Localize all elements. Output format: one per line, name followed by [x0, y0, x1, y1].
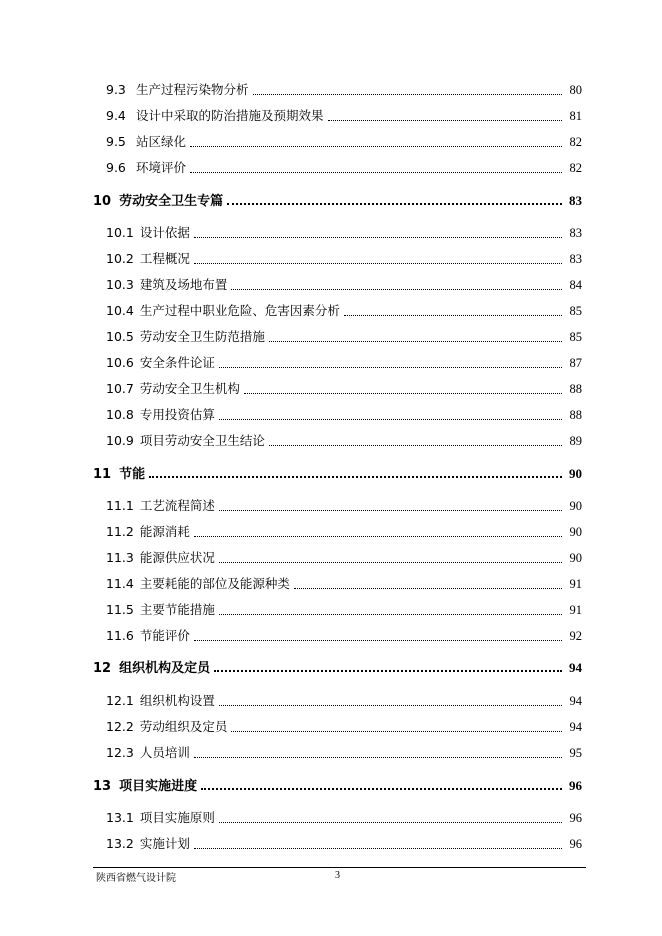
toc-entry-10-7[interactable]: [106, 379, 582, 397]
entry-page: 81: [569, 109, 582, 123]
toc-entry-13-2[interactable]: [106, 834, 582, 852]
toc-section-10[interactable]: [93, 190, 582, 209]
entry-number: 10.8: [106, 407, 134, 422]
dot-leader: [269, 444, 562, 446]
dot-leader: [214, 669, 562, 672]
entry-number: 11.1: [106, 498, 134, 513]
toc-section-12[interactable]: [93, 657, 582, 676]
toc-entry-11-6[interactable]: [106, 626, 582, 644]
entry-title: 主要节能措施: [139, 602, 215, 617]
entry-title: 项目实施原则: [139, 810, 215, 825]
entry-title: 专用投资估算: [139, 407, 215, 422]
entry-number: 11.2: [106, 524, 134, 539]
dot-leader: [328, 119, 562, 121]
dot-leader: [194, 639, 562, 641]
dot-leader: [344, 314, 562, 316]
entry-title: 实施计划: [139, 836, 190, 851]
dot-leader: [219, 704, 562, 706]
entry-title: 工程概况: [139, 251, 190, 266]
entry-page: 90: [569, 551, 582, 565]
entry-page: 89: [569, 434, 582, 448]
entry-page: 83: [569, 252, 582, 266]
toc-entry-9-4[interactable]: [106, 106, 582, 124]
toc-entry-10-3[interactable]: [106, 275, 582, 293]
dot-leader: [194, 262, 562, 264]
dot-leader: [190, 171, 562, 173]
dot-leader: [201, 787, 562, 790]
toc-entry-11-3[interactable]: [106, 548, 582, 566]
toc-entry-9-5[interactable]: [106, 132, 582, 150]
entry-title: 组织机构设置: [139, 693, 215, 708]
section-number: 10: [93, 194, 112, 209]
entry-title: 项目劳动安全卫生结论: [139, 433, 265, 448]
entry-title: 劳动安全卫生机构: [139, 381, 240, 396]
entry-page: 83: [569, 226, 582, 240]
toc-entry-13-1[interactable]: [106, 808, 582, 826]
dot-leader: [190, 145, 562, 147]
entry-page: 82: [569, 135, 582, 149]
entry-title: 生产过程中职业危险、危害因素分析: [139, 303, 340, 318]
toc-section-13[interactable]: [93, 775, 582, 794]
dot-leader: [294, 587, 562, 589]
entry-page: 95: [569, 746, 582, 760]
entry-number: 12.2: [106, 719, 134, 734]
entry-page: 88: [569, 382, 582, 396]
dot-leader: [194, 535, 562, 537]
entry-page: 85: [569, 330, 582, 344]
entry-title: 劳动安全卫生防范措施: [139, 329, 265, 344]
dot-leader: [194, 236, 562, 238]
dot-leader: [219, 418, 562, 420]
entry-page: 82: [569, 161, 582, 175]
entry-title: 建筑及场地布置: [139, 277, 228, 292]
section-page: 96: [569, 778, 582, 793]
entry-title: 生产过程污染物分析: [136, 82, 249, 97]
footer-organization: 陕西省燃气设计院: [96, 873, 176, 884]
entry-page: 85: [569, 304, 582, 318]
entry-page: 87: [569, 356, 582, 370]
toc-entry-12-2[interactable]: [106, 717, 582, 735]
entry-title: 站区绿化: [136, 134, 187, 149]
section-page: 90: [569, 466, 582, 481]
toc-entry-10-1[interactable]: [106, 223, 582, 241]
entry-number: 10.2: [106, 251, 134, 266]
entry-number: 9.4: [106, 108, 126, 123]
toc-entry-10-9[interactable]: [106, 431, 582, 449]
dot-leader: [269, 340, 562, 342]
entry-title: 能源消耗: [139, 524, 190, 539]
toc-entry-9-3[interactable]: [106, 80, 582, 98]
section-title: 项目实施进度: [119, 779, 198, 794]
entry-page: 94: [569, 694, 582, 708]
entry-page: 90: [569, 525, 582, 539]
toc-entry-10-8[interactable]: [106, 405, 582, 423]
footer-page-number: 3: [335, 870, 340, 881]
entry-page: 88: [569, 408, 582, 422]
section-number: 13: [93, 779, 112, 794]
entry-title: 设计中采取的防治措施及预期效果: [136, 108, 324, 123]
section-title: 组织机构及定员: [119, 661, 211, 676]
dot-leader: [253, 93, 562, 95]
entry-number: 10.3: [106, 277, 134, 292]
entry-number: 10.9: [106, 433, 134, 448]
dot-leader: [231, 288, 562, 290]
dot-leader: [194, 756, 562, 758]
entry-title: 劳动组织及定员: [139, 719, 228, 734]
entry-number: 11.5: [106, 602, 134, 617]
dot-leader: [231, 730, 562, 732]
entry-page: 90: [569, 499, 582, 513]
dot-leader: [219, 821, 562, 823]
entry-page: 92: [569, 629, 582, 643]
entry-page: 91: [569, 603, 582, 617]
entry-number: 9.6: [106, 160, 126, 175]
toc-entry-10-5[interactable]: [106, 327, 582, 345]
entry-number: 13.1: [106, 810, 134, 825]
section-number: 12: [93, 661, 112, 676]
toc-entry-11-5[interactable]: [106, 600, 582, 618]
entry-number: 12.1: [106, 693, 134, 708]
entry-number: 10.1: [106, 225, 134, 240]
entry-number: 10.6: [106, 355, 134, 370]
toc-entry-10-6[interactable]: [106, 353, 582, 371]
toc-entry-10-2[interactable]: [106, 249, 582, 267]
entry-title: 环境评价: [136, 160, 187, 175]
entry-number: 11.6: [106, 628, 134, 643]
section-title: 劳动安全卫生专篇: [119, 194, 224, 209]
entry-number: 11.4: [106, 576, 134, 591]
entry-number: 10.4: [106, 303, 134, 318]
toc-entry-10-4[interactable]: [106, 301, 582, 319]
dot-leader: [227, 202, 562, 205]
dot-leader: [219, 613, 562, 615]
dot-leader: [194, 847, 562, 849]
entry-number: 12.3: [106, 745, 134, 760]
entry-title: 节能评价: [139, 628, 190, 643]
entry-title: 设计依据: [139, 225, 190, 240]
entry-title: 能源供应状况: [139, 550, 215, 565]
footer-divider: [93, 867, 586, 868]
section-page: 94: [569, 660, 582, 675]
dot-leader: [219, 509, 562, 511]
dot-leader: [219, 561, 562, 563]
toc-entry-12-1[interactable]: [106, 691, 582, 709]
section-number: 11: [93, 467, 112, 482]
entry-number: 10.5: [106, 329, 134, 344]
entry-page: 96: [569, 837, 582, 851]
entry-title: 人员培训: [139, 745, 190, 760]
entry-number: 13.2: [106, 836, 134, 851]
entry-number: 11.3: [106, 550, 134, 565]
dot-leader: [149, 475, 562, 478]
section-title: 节能: [119, 467, 146, 482]
toc-entry-12-3[interactable]: [106, 743, 582, 761]
section-page: 83: [569, 193, 582, 208]
toc-entry-9-6[interactable]: [106, 158, 582, 176]
toc-section-11[interactable]: [93, 463, 582, 482]
dot-leader: [219, 366, 562, 368]
entry-page: 80: [569, 83, 582, 97]
entry-page: 84: [569, 278, 582, 292]
entry-page: 91: [569, 577, 582, 591]
entry-number: 10.7: [106, 381, 134, 396]
entry-number: 9.3: [106, 82, 126, 97]
toc-entry-11-1[interactable]: [106, 496, 582, 514]
toc-entry-11-4[interactable]: [106, 574, 582, 592]
entry-title: 安全条件论证: [139, 355, 215, 370]
entry-number: 9.5: [106, 134, 126, 149]
entry-title: 主要耗能的部位及能源种类: [139, 576, 290, 591]
entry-title: 工艺流程简述: [139, 498, 215, 513]
entry-page: 96: [569, 811, 582, 825]
entry-page: 94: [569, 720, 582, 734]
toc-entry-11-2[interactable]: [106, 522, 582, 540]
dot-leader: [244, 392, 562, 394]
